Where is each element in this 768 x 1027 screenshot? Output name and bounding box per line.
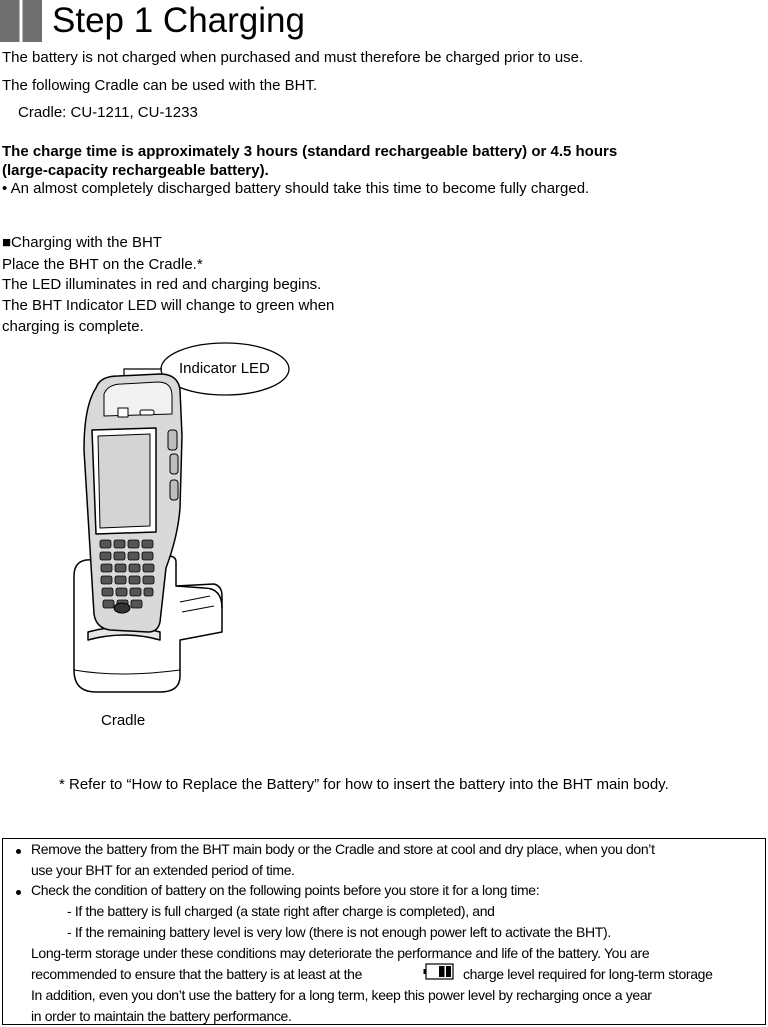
cradle-label: Cradle: [101, 712, 146, 729]
charging-line-4: charging is complete.: [2, 318, 144, 335]
charge-time-note: • An almost completely discharged battery should take this time to become fully charged.: [2, 180, 590, 197]
indicator-led-label: Indicator LED: [179, 360, 270, 377]
battery-footnote: * Refer to “How to Replace the Battery” for how to insert the battery into the BHT main body.: [59, 776, 669, 793]
charging-heading: ■Charging with the BHT: [2, 234, 162, 251]
page-title: Step 1 Charging: [52, 1, 305, 40]
intro-line-1: The battery is not charged when purchased and must therefore be charged prior to use.: [2, 49, 584, 66]
battery-half-icon: [423, 963, 455, 986]
bht-cradle-illustration: [0, 340, 300, 740]
notice-sub-item-1: - If the battery is full charged (a state right after charge is completed), and: [67, 903, 495, 919]
notice-bullet-1-line-2: use your BHT for an extended period of time.: [31, 862, 295, 878]
notice-paragraph-line-4: in order to maintain the battery performance.: [31, 1008, 292, 1024]
charging-line-3: The BHT Indicator LED will change to green when: [2, 297, 335, 314]
notice-paragraph-line-2b: charge level required for long-term storage: [463, 966, 713, 982]
cradle-models: Cradle: CU-1211, CU-1233: [18, 104, 198, 121]
bullet-icon: [16, 890, 21, 895]
charging-line-2: The LED illuminates in red and charging begins.: [2, 276, 322, 293]
title-marker-block: [0, 0, 42, 42]
notice-paragraph-line-1: Long-term storage under these conditions may deteriorate the performance and life of the battery. You are: [31, 945, 650, 961]
bullet-icon: [16, 849, 21, 854]
indicator-led-shape: [118, 408, 128, 417]
intro-line-2: The following Cradle can be used with the BHT.: [2, 77, 318, 94]
notice-bullet-2-line-1: Check the condition of battery on the following points before you store it for a long time:: [31, 882, 540, 898]
charging-line-1: Place the BHT on the Cradle.*: [2, 256, 203, 273]
notice-sub-item-2: - If the remaining battery level is very low (there is not enough power left to activate the BHT).: [67, 924, 611, 940]
charge-time-line-2: (large-capacity rechargeable battery).: [2, 162, 269, 179]
notice-paragraph-line-2a: recommended to ensure that the battery is at least at the: [31, 966, 363, 982]
storage-notice-box: [2, 838, 766, 1025]
notice-paragraph-line-3: In addition, even you don’t use the battery for a long term, keep this power level by recharging once a year: [31, 987, 652, 1003]
charge-time-line-1: The charge time is approximately 3 hours (standard rechargeable battery) or 4.5 hours: [2, 143, 618, 160]
notice-bullet-1-line-1: Remove the battery from the BHT main body or the Cradle and store at cool and dry place, when you don’t: [31, 841, 655, 857]
